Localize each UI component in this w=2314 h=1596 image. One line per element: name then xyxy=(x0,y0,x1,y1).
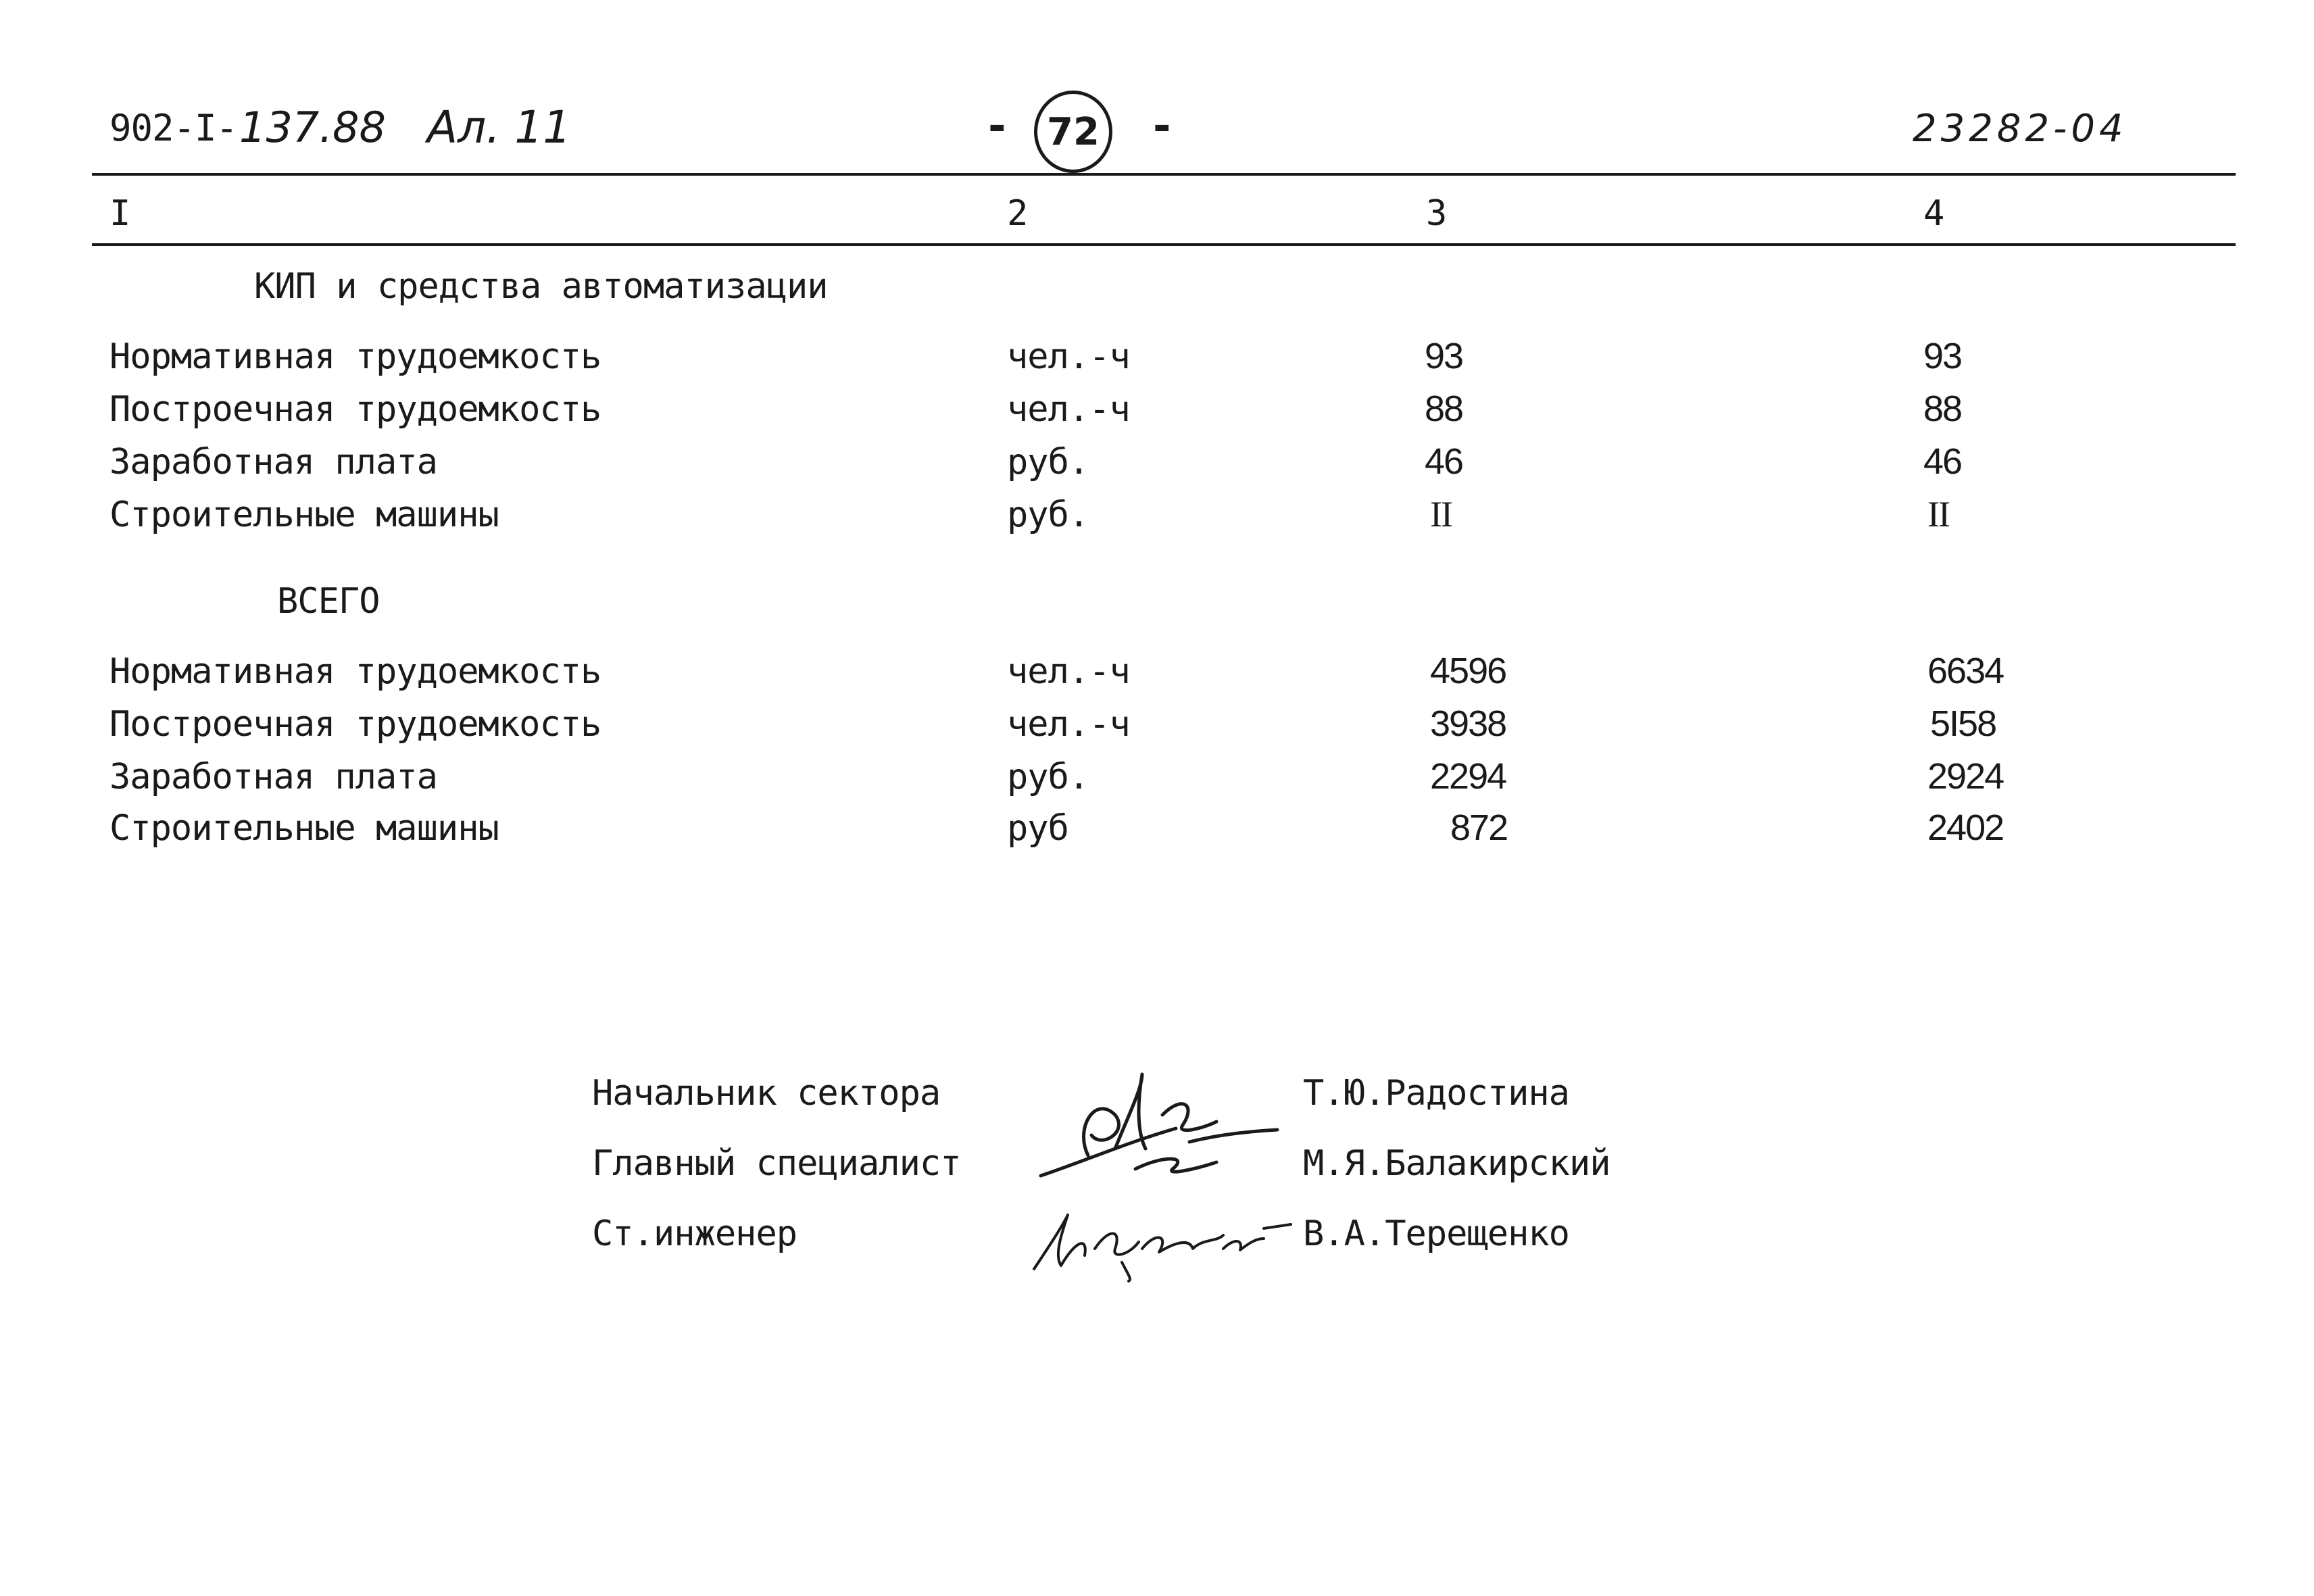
row-label: Нормативная трудоемкость xyxy=(109,651,601,692)
row-value-3: 88 xyxy=(1425,389,1463,429)
row-unit: чел.-ч xyxy=(1007,651,1130,692)
column-header-3: 3 xyxy=(1426,193,1447,234)
doc-code-handwritten: 137.88 xyxy=(239,103,386,152)
table-header-rule xyxy=(92,243,2236,246)
signature-position: Начальник сектора xyxy=(592,1073,941,1114)
handwritten-signature-1 xyxy=(1027,1068,1298,1189)
row-value-3: 46 xyxy=(1425,441,1463,482)
row-value-4: 2924 xyxy=(1927,756,2004,797)
row-value-4: 93 xyxy=(1923,336,1962,376)
signature-position: Ст.инженер xyxy=(592,1214,797,1254)
signature-name: М.Я.Балакирский xyxy=(1303,1143,1610,1184)
page-dash-right: - xyxy=(1153,101,1171,151)
row-unit: чел.-ч xyxy=(1007,389,1130,430)
row-unit: руб. xyxy=(1007,495,1089,535)
column-header-2: 2 xyxy=(1007,193,1028,234)
table-top-rule xyxy=(92,173,2236,176)
row-value-3: II xyxy=(1430,494,1452,534)
doc-code: 902-I- xyxy=(109,107,238,149)
row-label: Строительные машины xyxy=(109,495,499,535)
row-label: Строительные машины xyxy=(109,808,499,849)
row-value-3: 4596 xyxy=(1430,651,1506,691)
row-value-4: 46 xyxy=(1923,441,1962,482)
row-value-3: 93 xyxy=(1425,336,1463,376)
row-value-4: 6634 xyxy=(1927,651,2004,691)
row-label: Построечная трудоемкость xyxy=(109,704,601,745)
row-unit: руб xyxy=(1007,808,1068,849)
handwritten-signature-2 xyxy=(1020,1201,1298,1282)
row-value-4: 2402 xyxy=(1927,807,2004,848)
sheet-label-handwritten: Ал. 11 xyxy=(427,101,572,153)
row-label: Заработная плата xyxy=(109,757,437,797)
column-header-1: I xyxy=(109,193,130,234)
row-value-4: 88 xyxy=(1923,389,1962,429)
inventory-number: 23282-04 xyxy=(1913,107,2127,151)
signature-position: Главный специалист xyxy=(592,1143,961,1184)
page-dash-left: - xyxy=(988,101,1006,151)
section-title: КИП и средства автоматизации xyxy=(254,266,828,307)
row-unit: чел.-ч xyxy=(1007,336,1130,377)
signature-name: В.А.Терещенко xyxy=(1303,1214,1569,1254)
row-value-3: 2294 xyxy=(1430,756,1506,797)
row-label: Построечная трудоемкость xyxy=(109,389,601,430)
column-header-4: 4 xyxy=(1923,193,1944,234)
signature-name: Т.Ю.Радостина xyxy=(1303,1073,1569,1114)
page-number: 72 xyxy=(1034,91,1112,173)
row-unit: руб. xyxy=(1007,442,1089,482)
row-value-4: II xyxy=(1927,494,1949,534)
row-label: Заработная плата xyxy=(109,442,437,482)
row-label: Нормативная трудоемкость xyxy=(109,336,601,377)
row-value-3: 872 xyxy=(1450,807,1508,848)
section-title: ВСЕГО xyxy=(277,581,380,622)
row-value-4: 5I58 xyxy=(1930,703,1996,744)
row-unit: руб. xyxy=(1007,757,1089,797)
row-unit: чел.-ч xyxy=(1007,704,1130,745)
row-value-3: 3938 xyxy=(1430,703,1506,744)
